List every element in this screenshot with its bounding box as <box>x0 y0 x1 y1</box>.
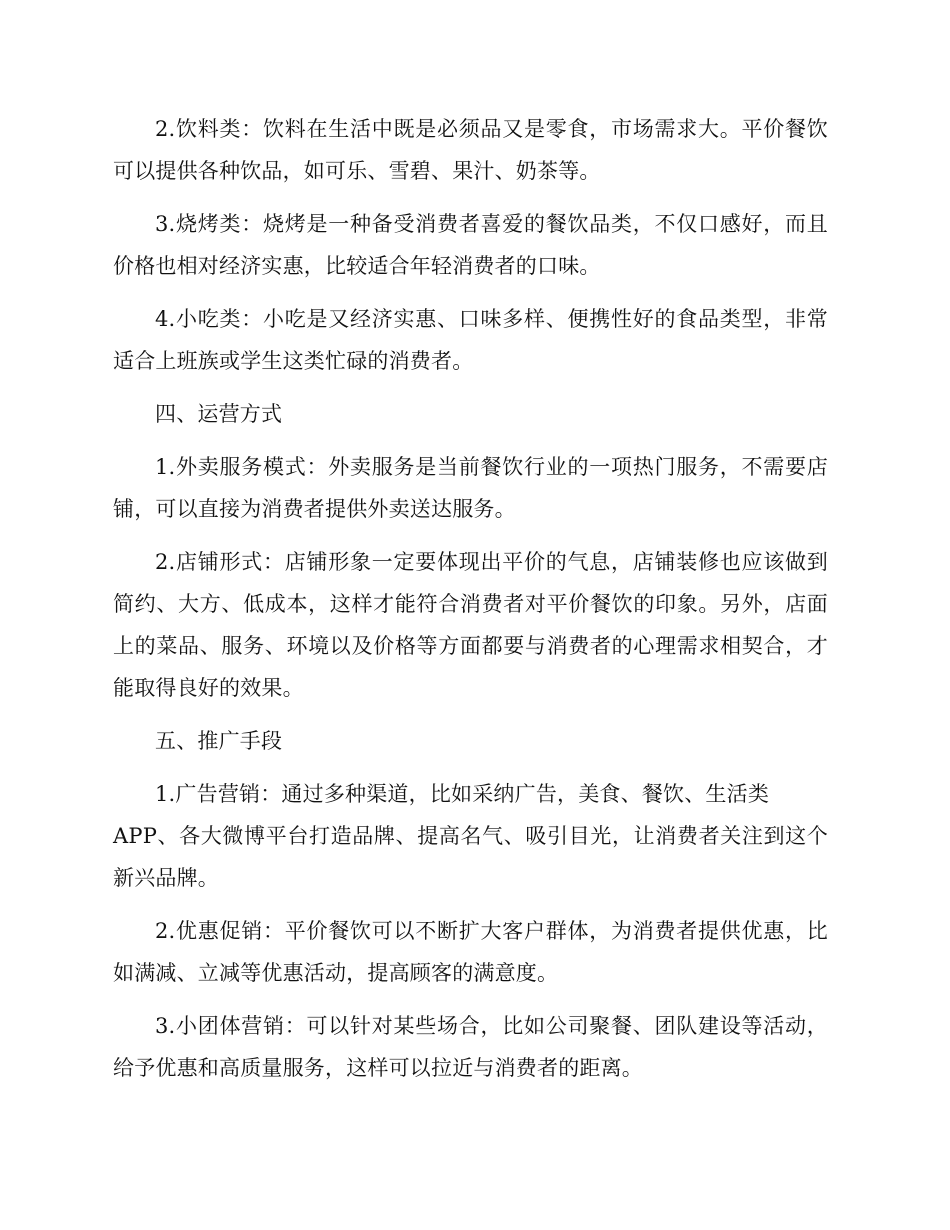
paragraph-snacks: 4.小吃类：小吃是又经济实惠、口味多样、便携性好的食品类型，非常适合上班族或学生这类忙碌的消费者。 <box>113 307 828 373</box>
paragraph-discounts: 2.优惠促销：平价餐饮可以不断扩大客户群体，为消费者提供优惠，比如满减、立减等优惠活动，提高顾客的满意度。 <box>113 919 828 985</box>
paragraph-barbecue: 3.烧烤类：烧烤是一种备受消费者喜爱的餐饮品类，不仅口感好，而且价格也相对经济实惠，比较适合年轻消费者的口味。 <box>113 212 828 278</box>
paragraph-group-marketing: 3.小团体营销：可以针对某些场合，比如公司聚餐、团队建设等活动，给予优惠和高质量服务，这样可以拉近与消费者的距离。 <box>113 1014 828 1080</box>
paragraph-advertising: 1.广告营销：通过多种渠道，比如采纳广告，美食、餐饮、生活类 APP、各大微博平台打造品牌、提高名气、吸引目光，让消费者关注到这个新兴品牌。 <box>113 782 828 890</box>
section-heading-operations: 四、运营方式 <box>155 402 283 426</box>
paragraph-takeout-model: 1.外卖服务模式：外卖服务是当前餐饮行业的一项热门服务，不需要店铺，可以直接为消费者提供外卖送达服务。 <box>113 455 828 521</box>
paragraph-store-format: 2.店铺形式：店铺形象一定要体现出平价的气息，店铺装修也应该做到简约、大方、低成本，这样才能符合消费者对平价餐饮的印象。另外，店面上的菜品、服务、环境以及价格等方面都要与消费者的心理需求相契合，才能取得良好的效果。 <box>113 550 828 700</box>
document-body <box>113 108 828 1100</box>
section-heading-promotion: 五、推广手段 <box>155 729 283 753</box>
paragraph-beverages: 2.饮料类：饮料在生活中既是必须品又是零食，市场需求大。平价餐饮可以提供各种饮品，如可乐、雪碧、果汁、奶茶等。 <box>113 117 828 183</box>
